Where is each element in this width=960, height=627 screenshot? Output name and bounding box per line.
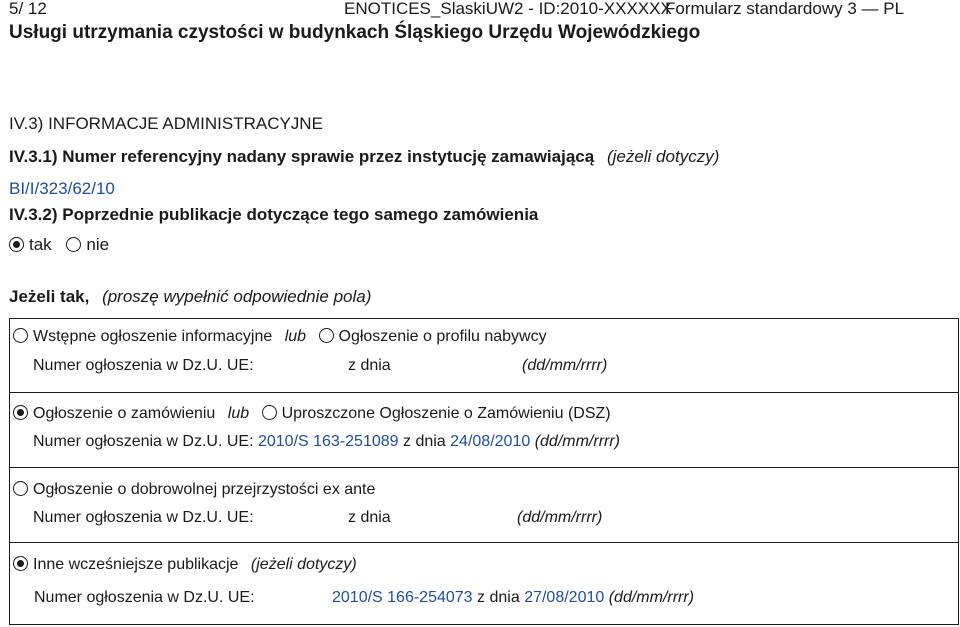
box3-number-label: Numer ogłoszenia w Dz.U. UE: (33, 509, 254, 526)
box3-date-format: (dd/mm/rrrr) (517, 509, 603, 526)
box2-date-label: z dnia (403, 433, 446, 450)
box4-options (13, 555, 357, 575)
prior-information-label: Wstępne ogłoszenie informacyjne (33, 328, 273, 345)
box1-date-label: z dnia (348, 357, 391, 374)
box4-date-value: 27/08/2010 (524, 589, 605, 606)
radio-other-publications[interactable] (13, 556, 28, 571)
lub-text: lub (227, 405, 250, 422)
if-yes-note: (proszę wypełnić odpowiednie pola) (102, 287, 372, 306)
other-publications-note: (jeżeli dotyczy) (250, 556, 357, 573)
box-other-publications (9, 542, 959, 625)
box4-number-line (332, 588, 694, 608)
lub-text: lub (284, 328, 307, 345)
simplified-notice-label: Uproszczone Ogłoszenie o Zamówieniu (DSZ) (281, 405, 611, 422)
prev-publications-label: IV.3.2) Poprzednie publikacje dotyczące tego samego zamówienia (9, 205, 539, 224)
ex-ante-label: Ogłoszenie o dobrowolnej przejrzystości ex ante (33, 481, 376, 498)
box2-number-value: 2010/S 163-251089 (257, 433, 399, 450)
ref-number-label: IV.3.1) Numer referencyjny nadany sprawie przez instytucję zamawiającą (9, 147, 595, 166)
box3-date-label: z dnia (348, 509, 391, 526)
radio-ex-ante[interactable] (13, 481, 28, 496)
box2-options (13, 404, 611, 424)
buyer-profile-label: Ogłoszenie o profilu nabywcy (338, 328, 547, 345)
notice-id: ENOTICES_SlaskiUW2 - ID:2010-XXXXXX (344, 0, 672, 18)
ref-number-value: BI/I/323/62/10 (9, 179, 115, 198)
box4-date-format: (dd/mm/rrrr) (608, 589, 695, 606)
radio-contract-notice[interactable] (13, 405, 28, 420)
box-ex-ante (9, 467, 959, 542)
section-heading: IV.3) INFORMACJE ADMINISTRACYJNE (9, 114, 323, 133)
box-contract-notice (9, 392, 959, 467)
radio-yes[interactable] (9, 237, 24, 252)
box2-date-format: (dd/mm/rrrr) (534, 433, 620, 450)
box3-options (13, 480, 375, 500)
if-yes-line (9, 287, 371, 307)
box4-number-value: 2010/S 166-254073 (332, 589, 473, 606)
contract-notice-label: Ogłoszenie o zamówieniu (33, 405, 216, 422)
radio-buyer-profile[interactable] (319, 328, 334, 343)
ref-number-field (9, 147, 719, 167)
radio-no-label: nie (86, 235, 110, 254)
box1-date-format: (dd/mm/rrrr) (522, 357, 608, 374)
document-title: Usługi utrzymania czystości w budynkach Śląskiego Urzędu Wojewódzkiego (9, 22, 701, 43)
radio-no[interactable] (66, 237, 81, 252)
box4-number-label: Numer ogłoszenia w Dz.U. UE: (34, 589, 255, 606)
box2-date-value: 24/08/2010 (450, 433, 531, 450)
box1-options (13, 327, 547, 347)
radio-prior-information[interactable] (13, 328, 28, 343)
box-prior-information (9, 318, 959, 392)
box4-date-label: z dnia (477, 589, 520, 606)
box2-number-line (33, 432, 620, 452)
if-yes-label: Jeżeli tak, (9, 287, 90, 306)
ref-number-note: (jeżeli dotyczy) (606, 147, 720, 166)
radio-yes-label: tak (29, 235, 52, 254)
prev-publications-options (9, 235, 109, 255)
radio-simplified-notice[interactable] (262, 405, 277, 420)
form-type: Formularz standardowy 3 — PL (665, 0, 905, 18)
other-publications-label: Inne wcześniejsze publikacje (33, 556, 239, 573)
box2-number-label: Numer ogłoszenia w Dz.U. UE: (33, 433, 254, 450)
page-number: 5/ 12 (9, 0, 47, 18)
box1-number-label: Numer ogłoszenia w Dz.U. UE: (33, 357, 254, 374)
